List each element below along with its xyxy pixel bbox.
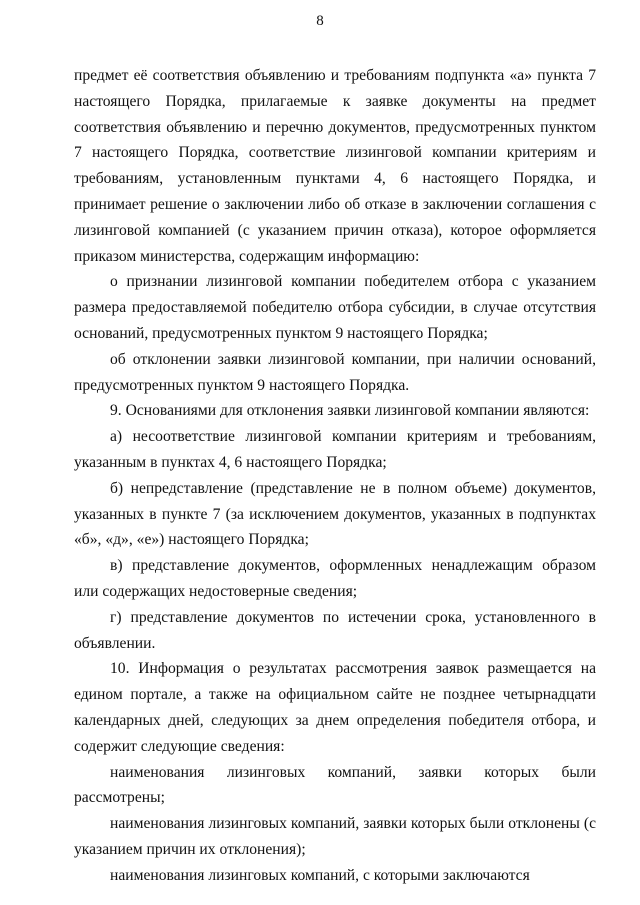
paragraph-item-9b: б) непредставление (представление не в полном объеме) документов, указанных в пункте 7 (за исключением документов, указанных в подпунктах «б», «д», «е») настоящего Порядка; — [74, 479, 596, 549]
paragraph-rejection-info: об отклонении заявки лизинговой компании, при наличии оснований, предусмотренных пунктом 9 настоящего Порядка. — [74, 350, 596, 394]
paragraph-item-10: 10. Информация о результатах рассмотрения заявок размещается на едином портале, а также на официальном сайте не позднее четырнадцати календарных дней, следующих за днем определения победителя отбора, и содержит следующие сведения: — [74, 660, 596, 755]
paragraph-agreement-list: наименования лизинговых компаний, с которыми заключаются — [110, 866, 530, 884]
paragraph-item-9: 9. Основаниями для отклонения заявки лизинговой компании являются: — [110, 402, 590, 420]
paragraph-item-9g: г) представление документов по истечении срока, установленного в объявлении. — [74, 608, 596, 652]
paragraph-item-9v: в) представление документов, оформленных ненадлежащим образом или содержащих недостоверные сведения; — [74, 557, 596, 600]
paragraph-winner-info: о признании лизинговой компании победителем отбора с указанием размера предоставляемой победителю отбора субсидии, в случае отсутствия оснований, предусмотренных пунктом 9 настоящего Порядка; — [74, 273, 596, 342]
paragraph-rejected-list: наименования лизинговых компаний, заявки которых были отклонены (с указанием причин их отклонения); — [74, 815, 596, 858]
paragraph-considered-list: наименования лизинговых компаний, заявки которых были рассмотрены; — [74, 763, 596, 807]
page-number: 8 — [316, 13, 324, 29]
document-body — [74, 63, 596, 889]
paragraph-continuation: предмет её соответствия объявлению и требованиям подпункта «а» пункта 7 настоящего Порядка, прилагаемые к заявке документы на предмет соответствия объявлению и перечню документов, предусмотренных пунктом 7 настоящего Порядка, соответствие лизинговой компании критериям и требованиям, установленным пунктами 4, 6 настоящего Порядка, и принимает решение о заключении либо об отказе в заключении соглашения с лизинговой компанией (с указанием причин отказа), которое оформляется приказом министерства, содержащим информацию: — [74, 67, 596, 265]
paragraph-item-9a: а) несоответствие лизинговой компании критериям и требованиям, указанным в пунктах 4, 6 настоящего Порядка; — [74, 428, 596, 471]
